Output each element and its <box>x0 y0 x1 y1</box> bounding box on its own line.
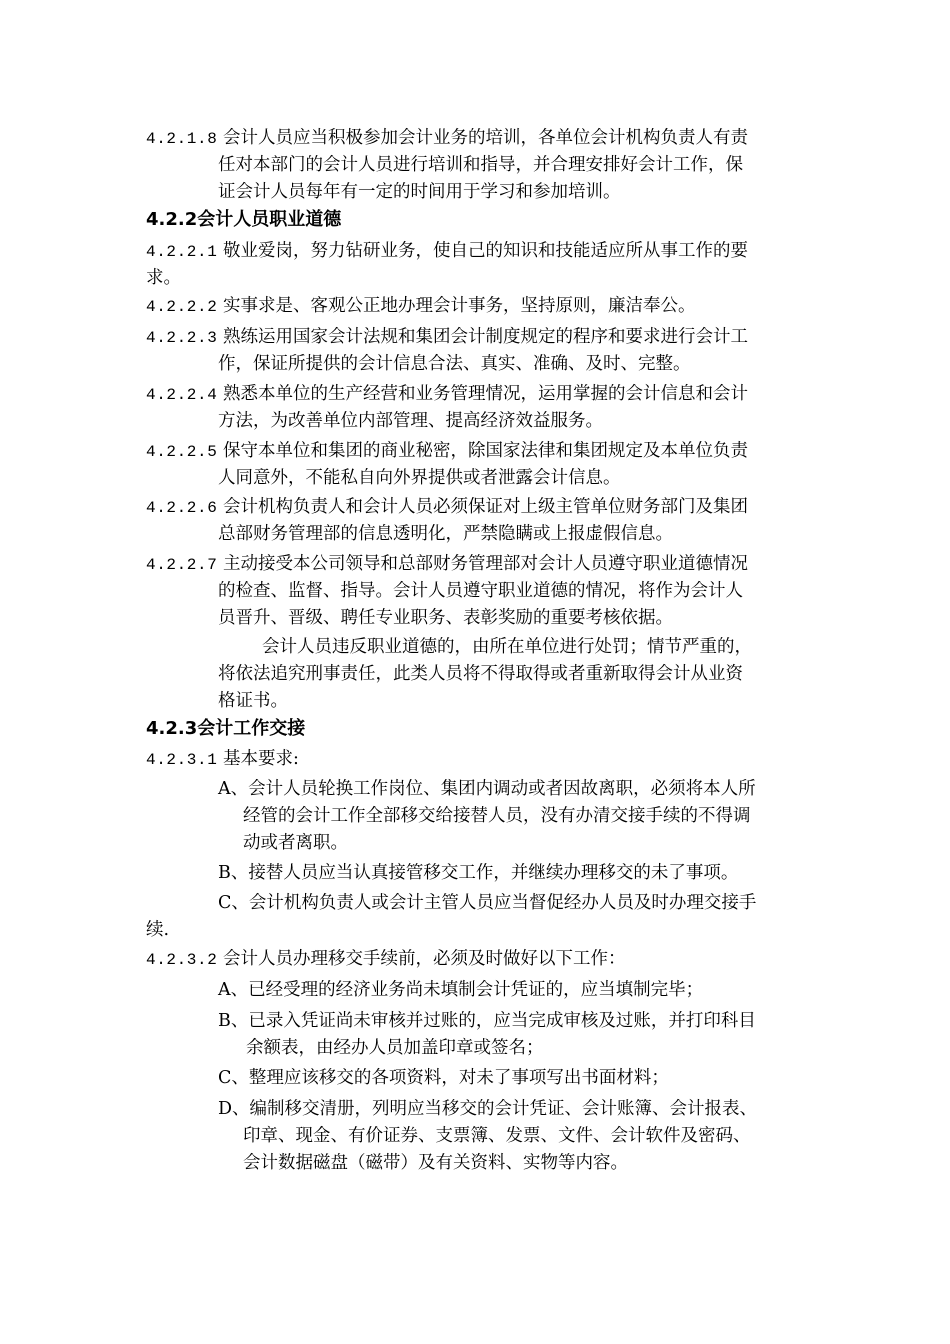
clause-number: 4.2.2.2 <box>146 298 218 316</box>
list-item-line: 经管的会计工作全部移交给接替人员，没有办清交接手续的不得调 <box>243 806 751 826</box>
list-item-line: D、编制移交清册，列明应当移交的会计凭证、会计账簿、会计报表、 <box>218 1099 758 1119</box>
clause-number: 4.2.3.1 <box>146 751 218 769</box>
list-item-line: A、会计人员轮换工作岗位、集团内调动或者因故离职，必须将本人所 <box>218 779 756 799</box>
section-heading: 4.2.2会计人员职业道德 <box>146 209 342 230</box>
clause-text: 基本要求: <box>223 749 299 769</box>
list-item-line: 余额表，由经办人员加盖印章或签名； <box>246 1038 544 1058</box>
clause-number: 4.2.2.3 <box>146 329 218 347</box>
paragraph-line: 格证书。 <box>218 691 288 711</box>
list-item-line: C、会计机构负责人或会计主管人员应当督促经办人员及时办理交接手 <box>218 893 757 913</box>
clause-text: 会计机构负责人和会计人员必须保证对上级主管单位财务部门及集团 <box>223 497 748 517</box>
paragraph-line <box>146 748 299 770</box>
list-item-line: 会计数据磁盘（磁带）及有关资料、实物等内容。 <box>243 1153 628 1173</box>
clause-text: 主动接受本公司领导和总部财务管理部对会计人员遵守职业道德情况 <box>223 554 748 574</box>
clause-number: 4.2.2.7 <box>146 556 218 574</box>
clause-text: 实事求是、客观公正地办理会计事务，坚持原则，廉洁奉公。 <box>223 296 696 316</box>
list-item-line: B、已录入凭证尚未审核并过账的，应当完成审核及过账，并打印科目 <box>218 1011 756 1031</box>
section-heading: 4.2.3会计工作交接 <box>146 718 306 739</box>
clause-text: 会计人员办理移交手续前，必须及时做好以下工作： <box>223 949 626 969</box>
clause-number: 4.2.2.5 <box>146 443 218 461</box>
paragraph-line: 会计人员违反职业道德的，由所在单位进行处罚；情节严重的， <box>262 637 752 657</box>
paragraph-line: 总部财务管理部的信息透明化，严禁隐瞒或上报虚假信息。 <box>218 524 673 544</box>
paragraph-line: 作，保证所提供的会计信息合法、真实、准确、及时、完整。 <box>218 354 691 374</box>
paragraph-line <box>146 295 696 317</box>
clause-number: 4.2.3.2 <box>146 951 218 969</box>
clause-number: 4.2.2.4 <box>146 386 218 404</box>
paragraph-line <box>146 127 748 149</box>
paragraph-line: 证会计人员每年有一定的时间用于学习和参加培训。 <box>218 182 621 202</box>
paragraph-line: 的检查、监督、指导。会计人员遵守职业道德的情况，将作为会计人 <box>218 581 743 601</box>
paragraph-line <box>146 240 748 262</box>
paragraph-line <box>146 553 748 575</box>
clause-text: 敬业爱岗，努力钻研业务，使自己的知识和技能适应所从事工作的要 <box>223 241 748 261</box>
clause-number: 4.2.2.1 <box>146 243 218 261</box>
paragraph-line <box>146 948 626 970</box>
list-item-line: B、接替人员应当认真接管移交工作，并继续办理移交的未了事项。 <box>218 863 739 883</box>
paragraph-line: 求。 <box>146 268 181 288</box>
list-item-line: C、整理应该移交的各项资料，对未了事项写出书面材料； <box>218 1068 669 1088</box>
paragraph-line <box>146 326 748 348</box>
clause-number: 4.2.2.6 <box>146 499 218 517</box>
paragraph-line: 方法，为改善单位内部管理、提高经济效益服务。 <box>218 411 603 431</box>
list-item-line: A、已经受理的经济业务尚未填制会计凭证的，应当填制完毕； <box>218 980 704 1000</box>
clause-text: 熟练运用国家会计法规和集团会计制度规定的程序和要求进行会计工 <box>223 327 748 347</box>
paragraph-line <box>146 383 748 405</box>
list-item-line: 印章、现金、有价证券、支票簿、发票、文件、会计软件及密码、 <box>243 1126 751 1146</box>
list-item-line: 续. <box>146 920 170 940</box>
clause-text: 保守本单位和集团的商业秘密，除国家法律和集团规定及本单位负责 <box>223 441 748 461</box>
paragraph-line <box>146 496 748 518</box>
clause-number: 4.2.1.8 <box>146 130 218 148</box>
clause-text: 会计人员应当积极参加会计业务的培训，各单位会计机构负责人有责 <box>223 128 748 148</box>
paragraph-line: 任对本部门的会计人员进行培训和指导，并合理安排好会计工作，保 <box>218 155 743 175</box>
clause-text: 熟悉本单位的生产经营和业务管理情况，运用掌握的会计信息和会计 <box>223 384 748 404</box>
paragraph-line: 员晋升、晋级、聘任专业职务、表彰奖励的重要考核依据。 <box>218 608 673 628</box>
paragraph-line: 将依法追究刑事责任，此类人员将不得取得或者重新取得会计从业资 <box>218 664 743 684</box>
paragraph-line: 人同意外，不能私自向外界提供或者泄露会计信息。 <box>218 468 621 488</box>
paragraph-line <box>146 440 748 462</box>
list-item-line: 动或者离职。 <box>243 833 348 853</box>
